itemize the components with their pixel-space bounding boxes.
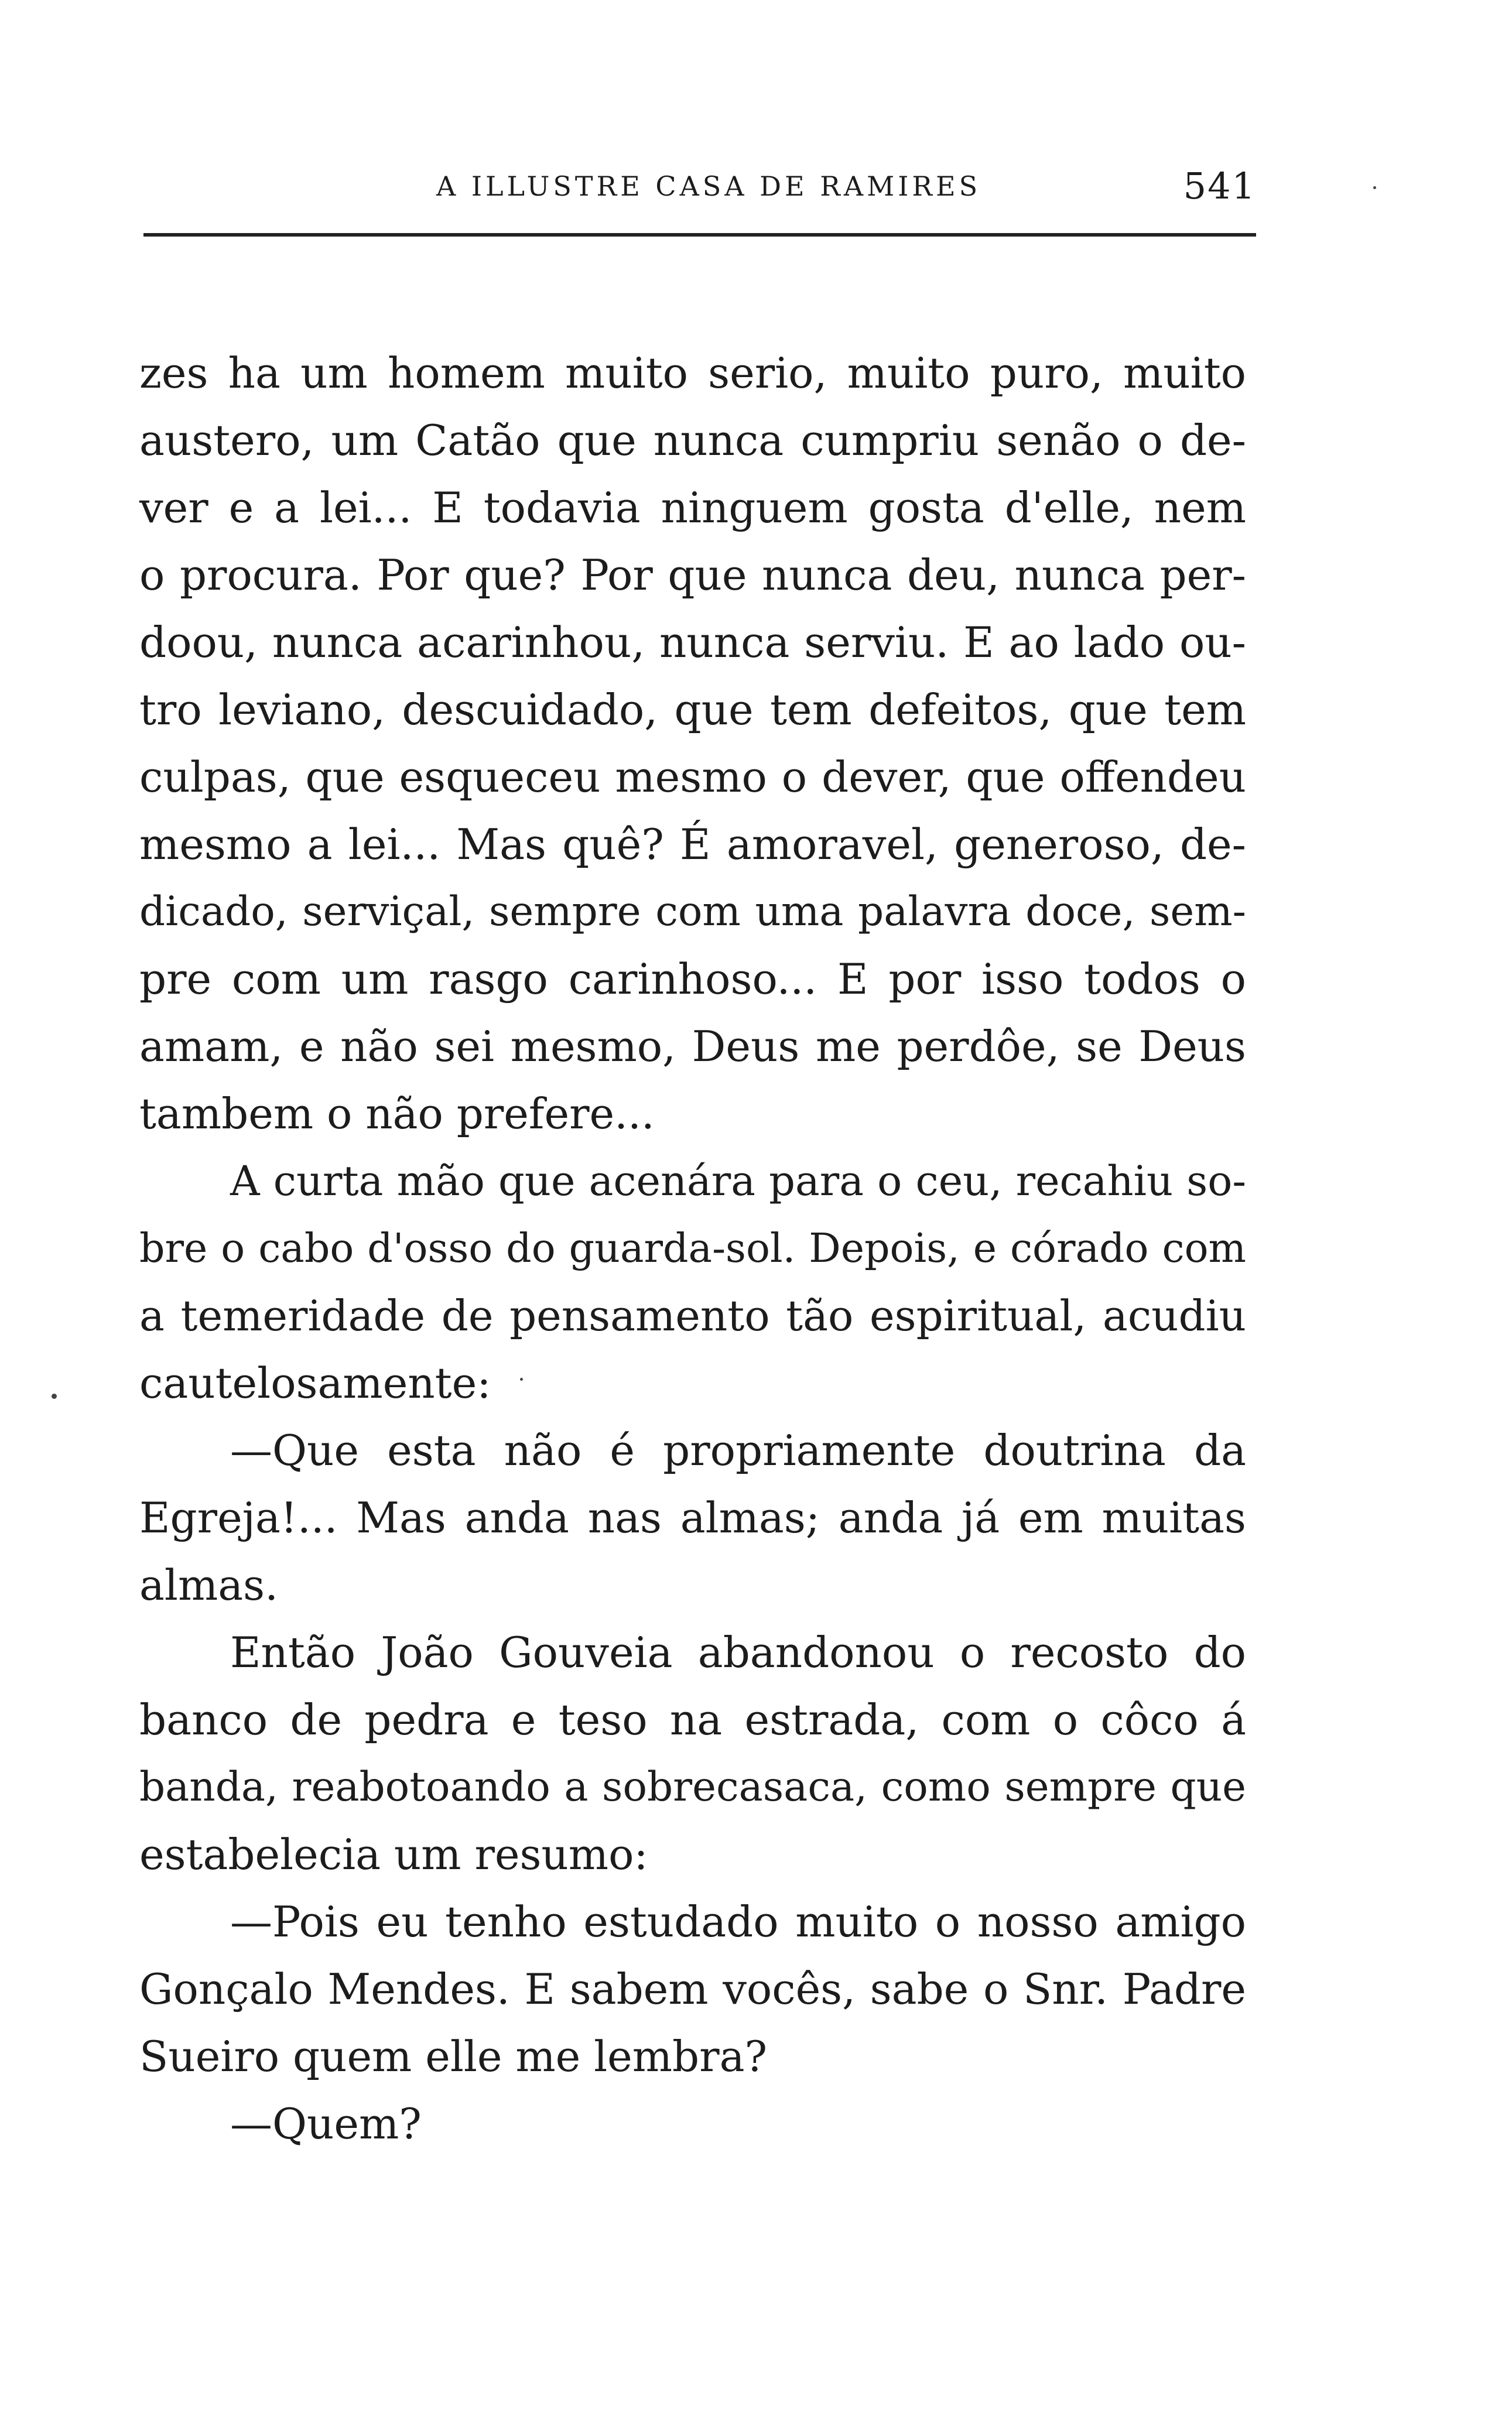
text-line: estabelecia um resumo: — [139, 1830, 648, 1879]
scan-speck — [520, 1378, 523, 1381]
text-line: ver e a lei... E todavia ninguem gosta d'elle, nem — [139, 483, 1246, 532]
page-number: 541 — [1183, 165, 1256, 207]
text-line: mesmo a lei... Mas quê? É amoravel, generoso, de- — [139, 820, 1246, 869]
header-rule — [143, 233, 1256, 237]
text-line: o procura. Por que? Por que nunca deu, nunca per- — [139, 550, 1246, 600]
scan-speck — [1373, 186, 1376, 189]
text-line: —Pois eu tenho estudado muito o nosso amigo — [230, 1897, 1246, 1946]
text-line: a temeridade de pensamento tão espiritual, acudiu — [139, 1291, 1246, 1340]
text-line: Egreja!... Mas anda nas almas; anda já em muitas — [139, 1493, 1246, 1542]
text-line: cautelosamente: — [139, 1358, 491, 1408]
running-head — [143, 163, 1256, 210]
text-line: doou, nunca acarinhou, nunca serviu. E ao lado ou- — [139, 618, 1246, 667]
scan-speck — [52, 1394, 57, 1399]
text-line: dicado, serviçal, sempre com uma palavra doce, sem- — [139, 888, 1246, 935]
text-line: bre o cabo d'osso do guarda-sol. Depois, e córado com — [139, 1226, 1246, 1272]
text-line: Então João Gouveia abandonou o recosto do — [230, 1628, 1246, 1677]
text-line: —Quem? — [230, 2099, 422, 2148]
text-line: tro leviano, descuidado, que tem defeitos, que tem — [139, 685, 1246, 734]
running-title: A ILLUSTRE CASA DE RAMIRES — [436, 170, 981, 202]
text-line: A curta mão que acenára para o ceu, recahiu so- — [230, 1157, 1246, 1205]
text-line: —Que esta não é propriamente doutrina da — [230, 1426, 1246, 1475]
text-line: tambem o não prefere... — [139, 1089, 655, 1138]
text-line: austero, um Catão que nunca cumpriu senão o de- — [139, 416, 1246, 465]
body-text — [139, 340, 1246, 2158]
text-line: amam, e não sei mesmo, Deus me perdôe, se Deus — [139, 1022, 1246, 1071]
text-line: zes ha um homem muito serio, muito puro, muito — [139, 348, 1246, 398]
text-line: Sueiro quem elle me lembra? — [139, 2032, 768, 2081]
text-line: almas. — [139, 1561, 278, 1610]
text-line: Gonçalo Mendes. E sabem vocês, sabe o Snr. Padre — [139, 1965, 1246, 2014]
text-line: banco de pedra e teso na estrada, com o côco á — [139, 1695, 1246, 1744]
text-line: culpas, que esqueceu mesmo o dever, que offendeu — [139, 752, 1246, 802]
text-line: pre com um rasgo carinhoso... E por isso todos o — [139, 954, 1246, 1004]
text-line: banda, reabotoando a sobrecasaca, como sempre que — [139, 1764, 1246, 1811]
